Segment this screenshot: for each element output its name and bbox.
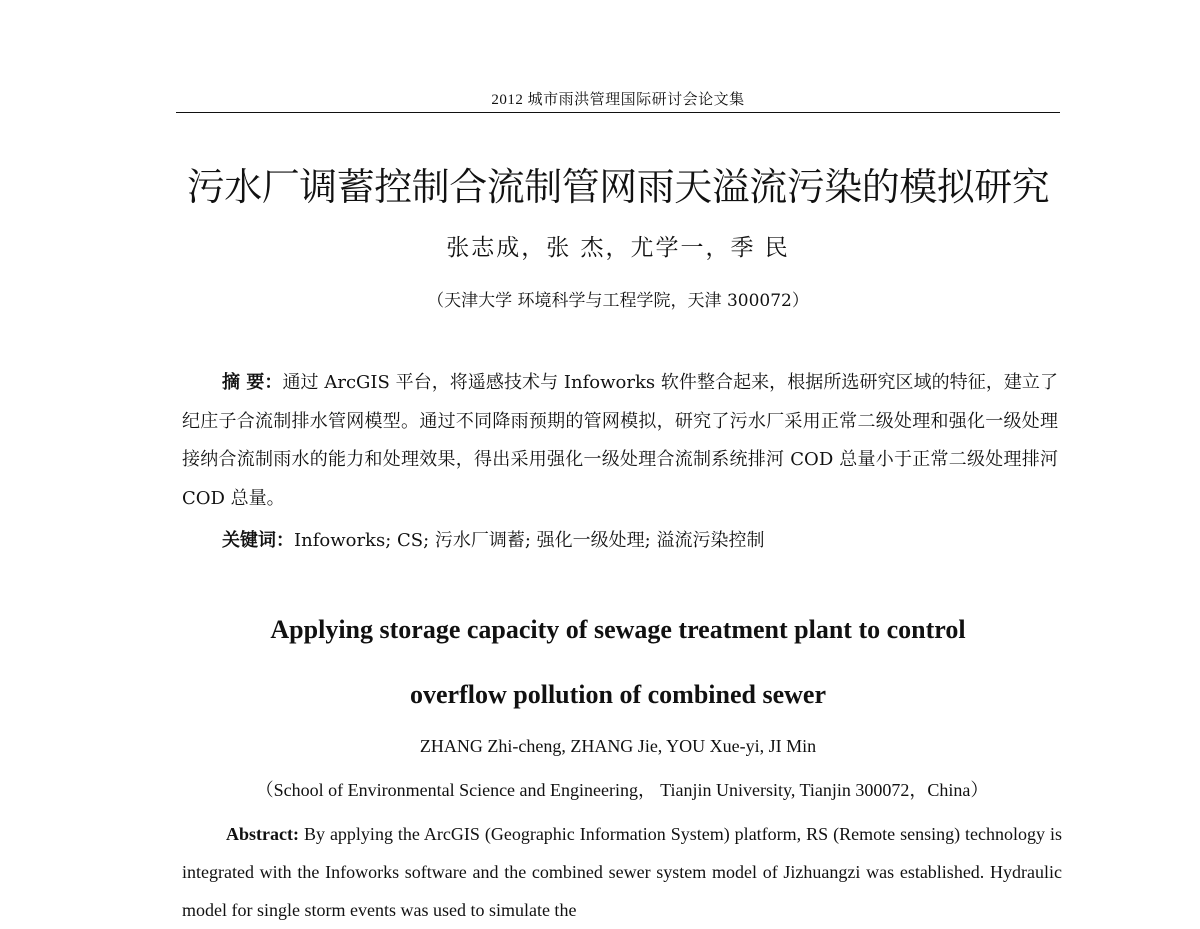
chinese-affiliation: （天津大学 环境科学与工程学院，天津 300072） [427,291,809,311]
english-affiliation: （School of Environmental Science and Engineering， Tianjin University, Tianjin 300072，China） [255,780,989,800]
chinese-keywords [222,526,1062,552]
english-abstract [182,815,1062,929]
chinese-authors: 张志成，张 杰，尤学一，季 民 [446,235,790,261]
chinese-keywords-label: 关键词： [222,530,294,551]
chinese-title: 污水厂调蓄控制合流制管网雨天溢流污染的模拟研究 [186,165,1050,209]
running-header: 2012 城市雨洪管理国际研讨会论文集 [491,92,745,108]
english-title-line-2: overflow pollution of combined sewer [410,680,826,709]
chinese-keywords-text: Infoworks; CS; 污水厂调蓄; 强化一级处理; 溢流污染控制 [294,530,765,551]
chinese-abstract-label: 摘 要： [222,372,283,393]
chinese-abstract [182,364,1058,518]
chinese-abstract-text: 通过 ArcGIS 平台，将遥感技术与 Infoworks 软件整合起来，根据所选研究区域的特征，建立了纪庄子合流制排水管网模型。通过不同降雨预期的管网模拟，研究了污水厂采用正常二级处理和强化一级处理接纳合流制雨水的能力和处理效果，得出采用强化一级处理合流制系统排河 COD 总量小于正常二级处理排河 COD 总量。 [182,372,1058,509]
english-abstract-label: Abstract: [226,824,299,844]
english-title-line-1: Applying storage capacity of sewage treatment plant to control [270,615,966,644]
english-abstract-text: By applying the ArcGIS (Geographic Information System) platform, RS (Remote sensing) technology is integrated with the Infoworks software and the combined sewer system model of Jizhuangzi was established. Hydraulic model for single storm events was used to simulate the [182,824,1063,920]
header-rule [176,112,1060,113]
english-authors: ZHANG Zhi-cheng, ZHANG Jie, YOU Xue-yi, JI Min [419,736,817,756]
